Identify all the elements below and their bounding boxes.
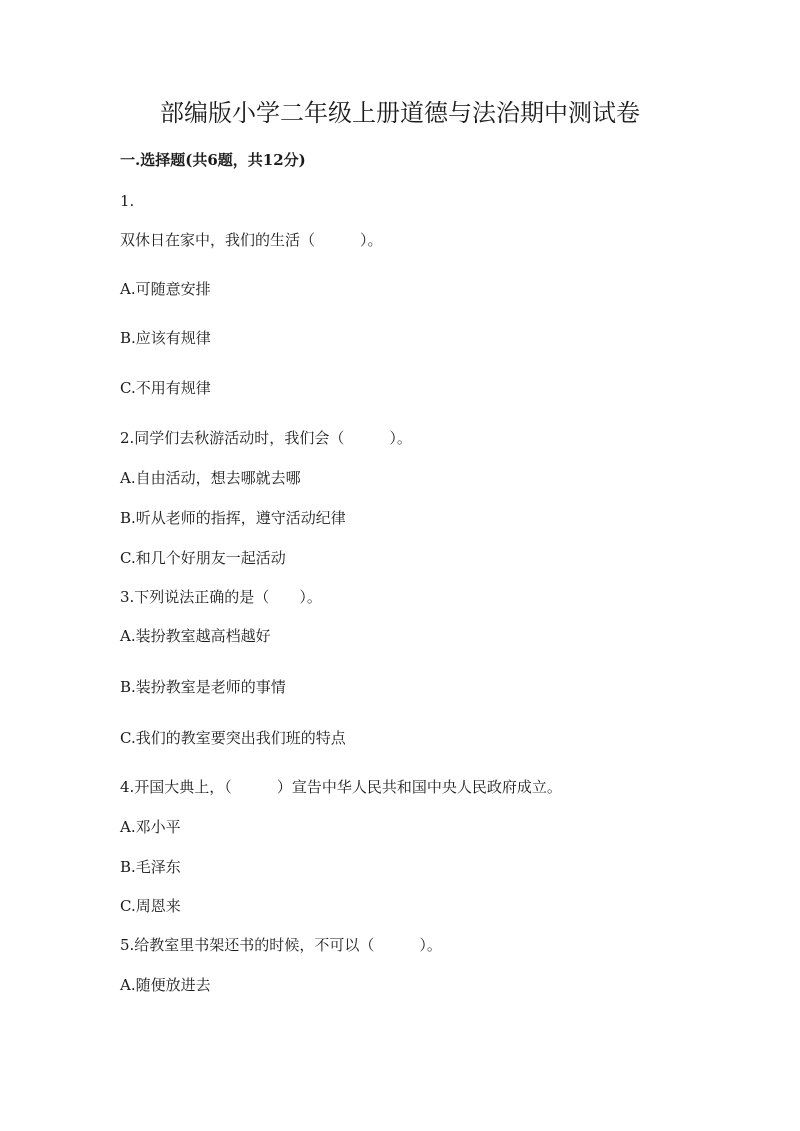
question-5-stem: 5.给教室里书架还书的时候，不可以（ ）。 bbox=[120, 936, 442, 954]
page-title: 部编版小学二年级上册道德与法治期中测试卷 bbox=[160, 99, 640, 127]
question-4-option-c: C.周恩来 bbox=[120, 897, 181, 915]
question-1-stem: 双休日在家中，我们的生活（ ）。 bbox=[120, 231, 383, 249]
question-1-number: 1. bbox=[120, 192, 135, 210]
question-1-option-a: A.可随意安排 bbox=[120, 280, 211, 298]
section-heading: 一.选择题(共6题，共12分) bbox=[120, 151, 306, 169]
question-4-stem: 4.开国大典上，（ ）宣告中华人民共和国中央人民政府成立。 bbox=[120, 778, 562, 796]
question-1-option-b: B.应该有规律 bbox=[120, 329, 211, 347]
question-3-option-c: C.我们的教室要突出我们班的特点 bbox=[120, 729, 346, 747]
question-3-option-a: A.装扮教室越高档越好 bbox=[120, 627, 271, 645]
question-2-option-c: C.和几个好朋友一起活动 bbox=[120, 549, 286, 567]
question-5-option-a: A.随便放进去 bbox=[120, 976, 211, 994]
question-2-option-a: A.自由活动，想去哪就去哪 bbox=[120, 469, 301, 487]
question-3-option-b: B.装扮教室是老师的事情 bbox=[120, 678, 286, 696]
question-1-option-c: C.不用有规律 bbox=[120, 379, 211, 397]
question-4-option-a: A.邓小平 bbox=[120, 818, 181, 836]
question-2-stem: 2.同学们去秋游活动时，我们会（ ）。 bbox=[120, 429, 412, 447]
question-4-option-b: B.毛泽东 bbox=[120, 858, 181, 876]
question-3-stem: 3.下列说法正确的是（ ）。 bbox=[120, 588, 322, 606]
question-2-option-b: B.听从老师的指挥，遵守活动纪律 bbox=[120, 509, 346, 527]
